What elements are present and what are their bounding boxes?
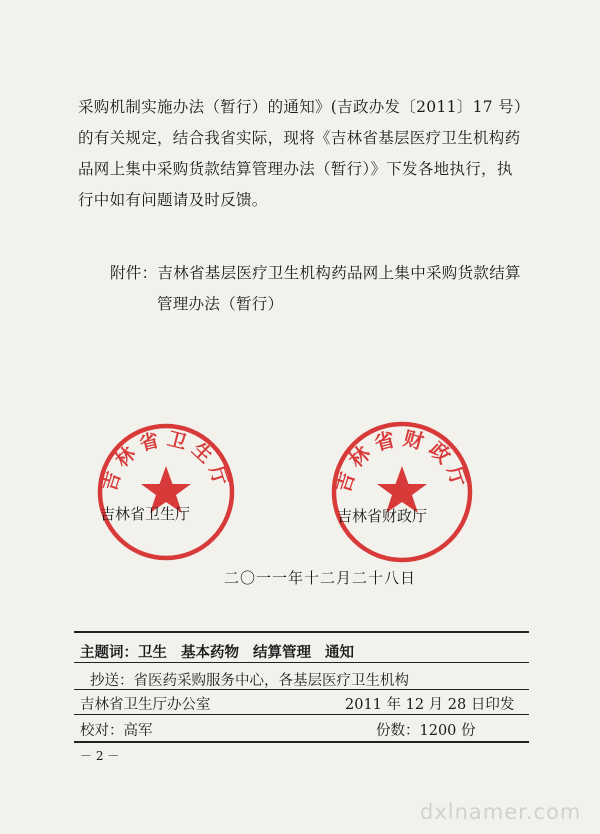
divider — [74, 741, 529, 743]
health-department-seal — [96, 422, 236, 562]
body-line-4: 行中如有问题请及时反馈。 — [78, 191, 268, 209]
divider — [74, 714, 529, 715]
body-line-2: 的有关规定，结合我省实际，现将《吉林省基层医疗卫生机构药 — [78, 129, 521, 147]
divider — [74, 631, 529, 633]
org-label-health: 吉林省卫生厅 — [100, 505, 191, 523]
issuing-office: 吉林省卫生厅办公室 — [80, 697, 211, 713]
keywords-row — [80, 641, 368, 662]
keyword: 结算管理 — [253, 645, 311, 661]
print-date: 2011 年 12 月 28 日印发 — [345, 697, 515, 713]
org-label-finance: 吉林省财政厅 — [337, 507, 428, 525]
divider — [74, 689, 529, 690]
watermark: dxlnamer.com — [420, 800, 582, 824]
seal-right-text: 吉林省财政厅 — [330, 425, 474, 496]
keyword: 通知 — [325, 645, 354, 661]
attachment — [110, 258, 521, 320]
seal-left-text: 吉林省卫生厅 — [98, 427, 234, 494]
keyword: 基本药物 — [181, 645, 239, 661]
page-number: － 2 － — [80, 749, 120, 763]
proofreader: 校对：高军 — [80, 723, 153, 739]
body-paragraph — [78, 92, 528, 216]
copy-count: 份数：1200 份 — [376, 723, 476, 739]
body-line-1: 采购机制实施办法（暂行）的通知》(吉政办发〔2011〕17 号） — [78, 98, 530, 116]
keywords-label: 主题词： — [80, 645, 138, 661]
divider — [74, 662, 529, 663]
attachment-line-2: 管理办法（暂行） — [157, 295, 284, 313]
body-line-3: 品网上集中采购货款结算管理办法（暂行）》下发各地执行，执 — [78, 160, 513, 178]
finance-department-seal — [330, 420, 474, 564]
cc-recipients: 抄送：省医药采购服务中心，各基层医疗卫生机构 — [90, 673, 409, 689]
keyword: 卫生 — [138, 645, 167, 661]
issue-date: 二〇一一年十二月二十八日 — [224, 569, 417, 587]
attachment-line-1: 附件：吉林省基层医疗卫生机构药品网上集中采购货款结算 — [110, 264, 521, 282]
